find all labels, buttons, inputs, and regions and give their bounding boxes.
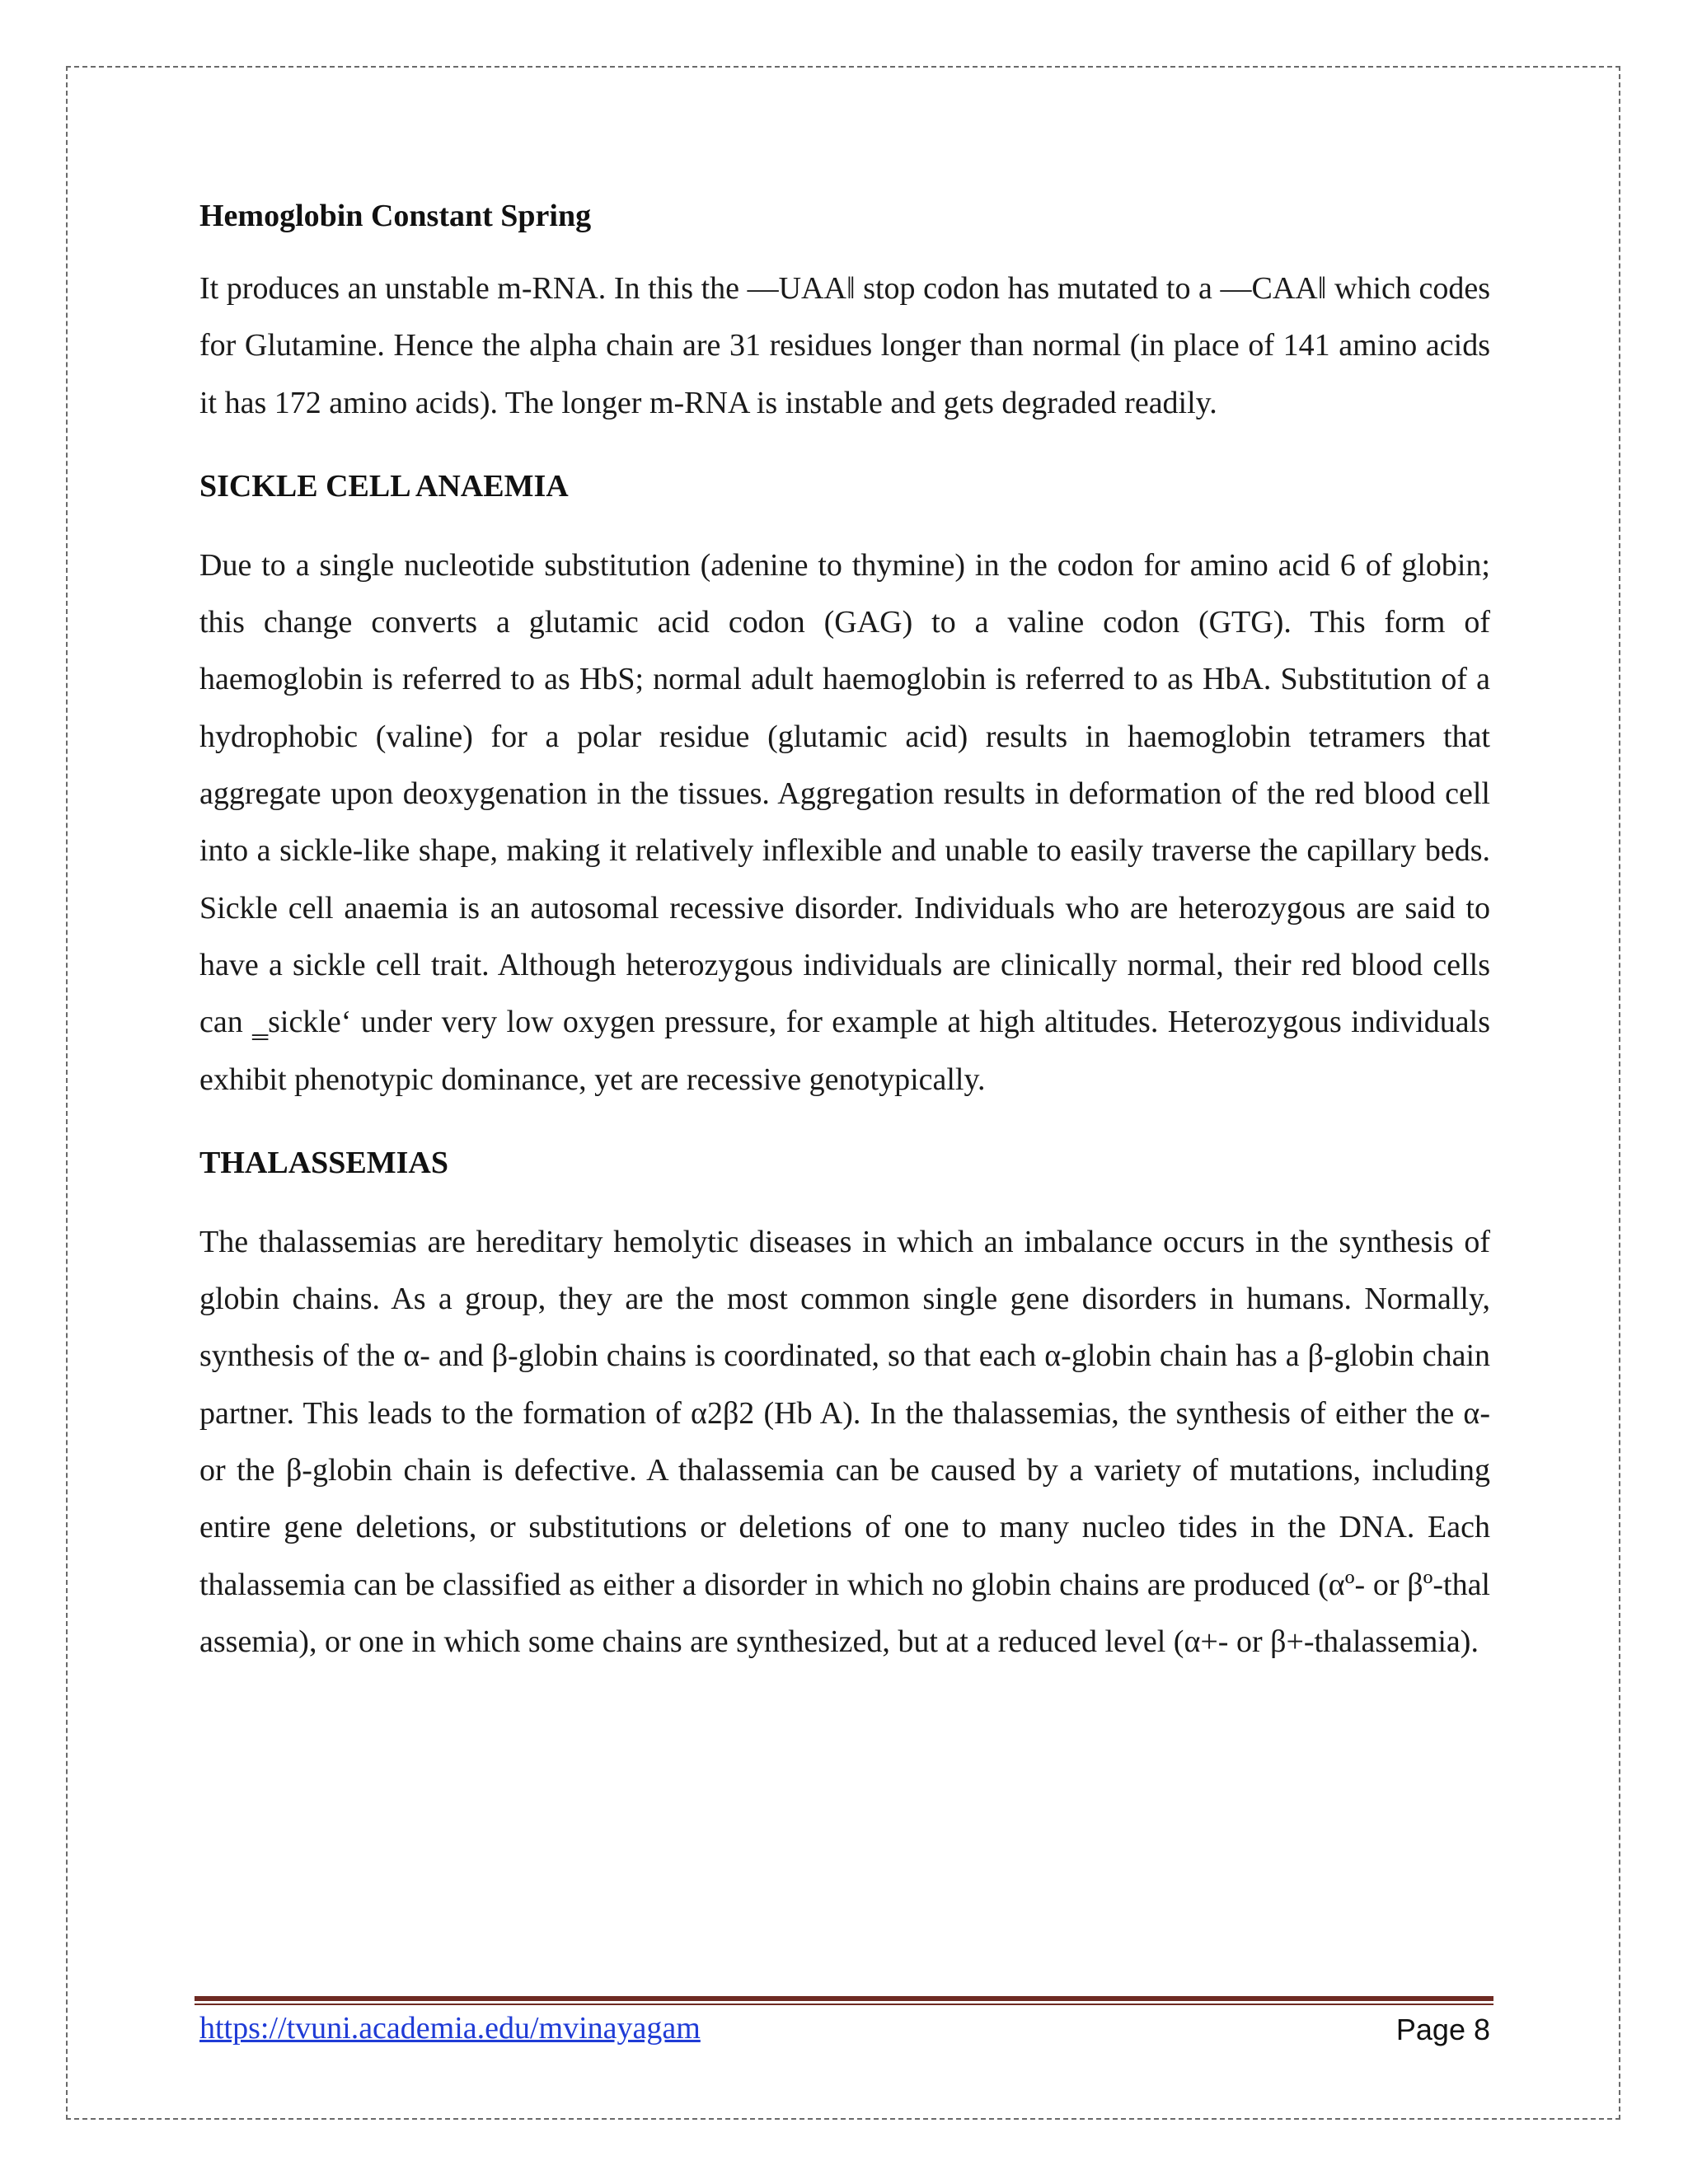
document-body <box>199 191 1490 1671</box>
footer-rule-thin <box>195 2004 1493 2005</box>
section-thalassemias <box>199 1138 1490 1671</box>
footer-link[interactable]: https://tvuni.academia.edu/mvinayagam <box>199 2011 701 2046</box>
section-paragraph: The thalassemias are hereditary hemolytic diseases in which an imbalance occurs in the synthesis of globin chains. As a group, they are the most common single gene disorders in humans. Normally, synthesis of the α- and β-globin chains is coordinated, so that each α-globin chain has a β-globin chain partner. This leads to the formation of α2β2 (Hb A). In the thalassemias, the synthesis of either the α- or the β-globin chain is defective. A thalassemia can be caused by a variety of mutations, including entire gene deletions, or substitutions or deletions of one to many nucleo tides in the DNA. Each thalassemia can be classified as either a disorder in which no globin chains are produced (αº- or βº-thal assemia), or one in which some chains are synthesized, but at a reduced level (α+- or β+-thalassemia). <box>199 1224 1490 1659</box>
section-paragraph: Due to a single nucleotide substitution (adenine to thymine) in the codon for amino acid 6 of globin; this change converts a glutamic acid codon (GAG) to a valine codon (GTG). This form of haemoglobin is referred to as HbS; normal adult haemoglobin is referred to as HbA. Substitution of a hydrophobic (valine) for a polar residue (glutamic acid) results in haemoglobin tetramers that aggregate upon deoxygenation in the tissues. Aggregation results in deformation of the red blood cell into a sickle-like shape, making it relatively inflexible and unable to easily traverse the capillary beds. Sickle cell anaemia is an autosomal recessive disorder. Individuals who are heterozygous are said to have a sickle cell trait. Although heterozygous individuals are clinically normal, their red blood cells can ‗sickle‘ under very low oxygen pressure, for example at high altitudes. Heterozygous individuals exhibit phenotypic dominance, yet are recessive genotypically. <box>199 547 1490 1097</box>
section-sickle-cell-anaemia <box>199 462 1490 1108</box>
section-paragraph: It produces an unstable m-RNA. In this the ―UAA‖ stop codon has mutated to a ―CAA‖ which codes for Glutamine. Hence the alpha chain are 31 residues longer than normal (in place of 141 amino acids it has 172 amino acids). The longer m-RNA is instable and gets degraded readily. <box>199 271 1490 420</box>
page-number: Page 8 <box>1395 2013 1490 2046</box>
section-heading: Hemoglobin Constant Spring <box>199 199 592 233</box>
section-heading: SICKLE CELL ANAEMIA <box>199 468 569 504</box>
footer-rule <box>195 1996 1493 2001</box>
section-heading: THALASSEMIAS <box>199 1145 448 1180</box>
section-hemoglobin-constant-spring <box>199 191 1490 432</box>
